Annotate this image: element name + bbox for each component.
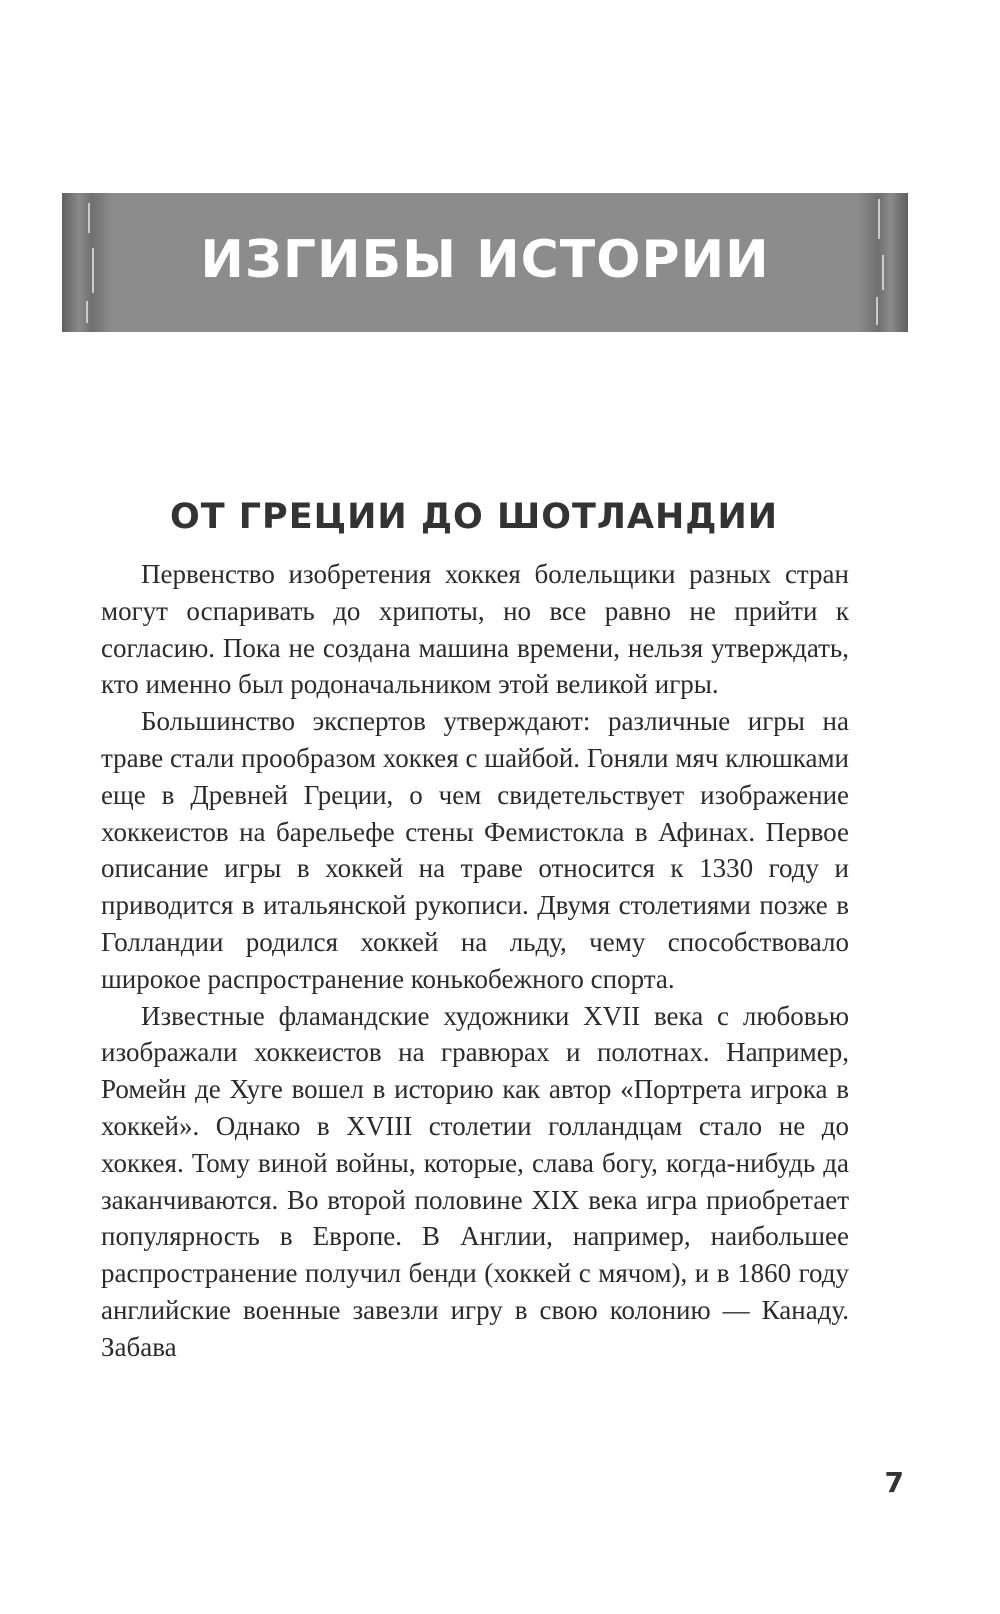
chapter-banner (62, 193, 908, 332)
chapter-title: ИЗГИБЫ ИСТОРИИ (200, 230, 770, 290)
paragraph: Первенство изобретения хоккея болельщики разных стран могут оспаривать до хрипоты, но все равно не прийти к согласию. Пока не создана машина времени, нельзя утверждать, кто именно был родоначальником этой великой игры. (101, 559, 849, 700)
body-text (101, 556, 849, 1366)
paragraph: Большинство экспертов утверждают: различные игры на траве стали прообразом хоккея с шайбой. Гоняли мяч клюшками еще в Древней Греции, о чем свидетельствует изображение хоккеистов на барельефе стены Фемистокла в Афинах. Первое описание игры в хоккей на траве относится к 1330 году и приводится в итальянской рукописи. Двумя столетиями позже в Голландии родился хоккей на льду, чему способствовало широкое распространение конькобежного спорта. (101, 706, 849, 994)
section-title: ОТ ГРЕЦИИ ДО ШОТЛАНДИИ (169, 497, 779, 537)
paragraph: Известные фламандские художники XVII века с любовью изображали хоккеистов на гравюрах и полотнах. Например, Ромейн де Хуге вошел в историю как автор «Портрета игрока в хоккей». Однако в XVIII столетии голландцам стало не до хоккея. Тому виной войны, которые, слава богу, когда-нибудь да заканчиваются. Во второй половине XIX века игра приобретает популярность в Европе. В Англии, например, наибольшее распространение получил бенди (хоккей с мячом), и в 1860 году английские военные завезли игру в свою колонию — Канаду. Забава (101, 1000, 849, 1362)
page-number: 7 (884, 1466, 904, 1499)
